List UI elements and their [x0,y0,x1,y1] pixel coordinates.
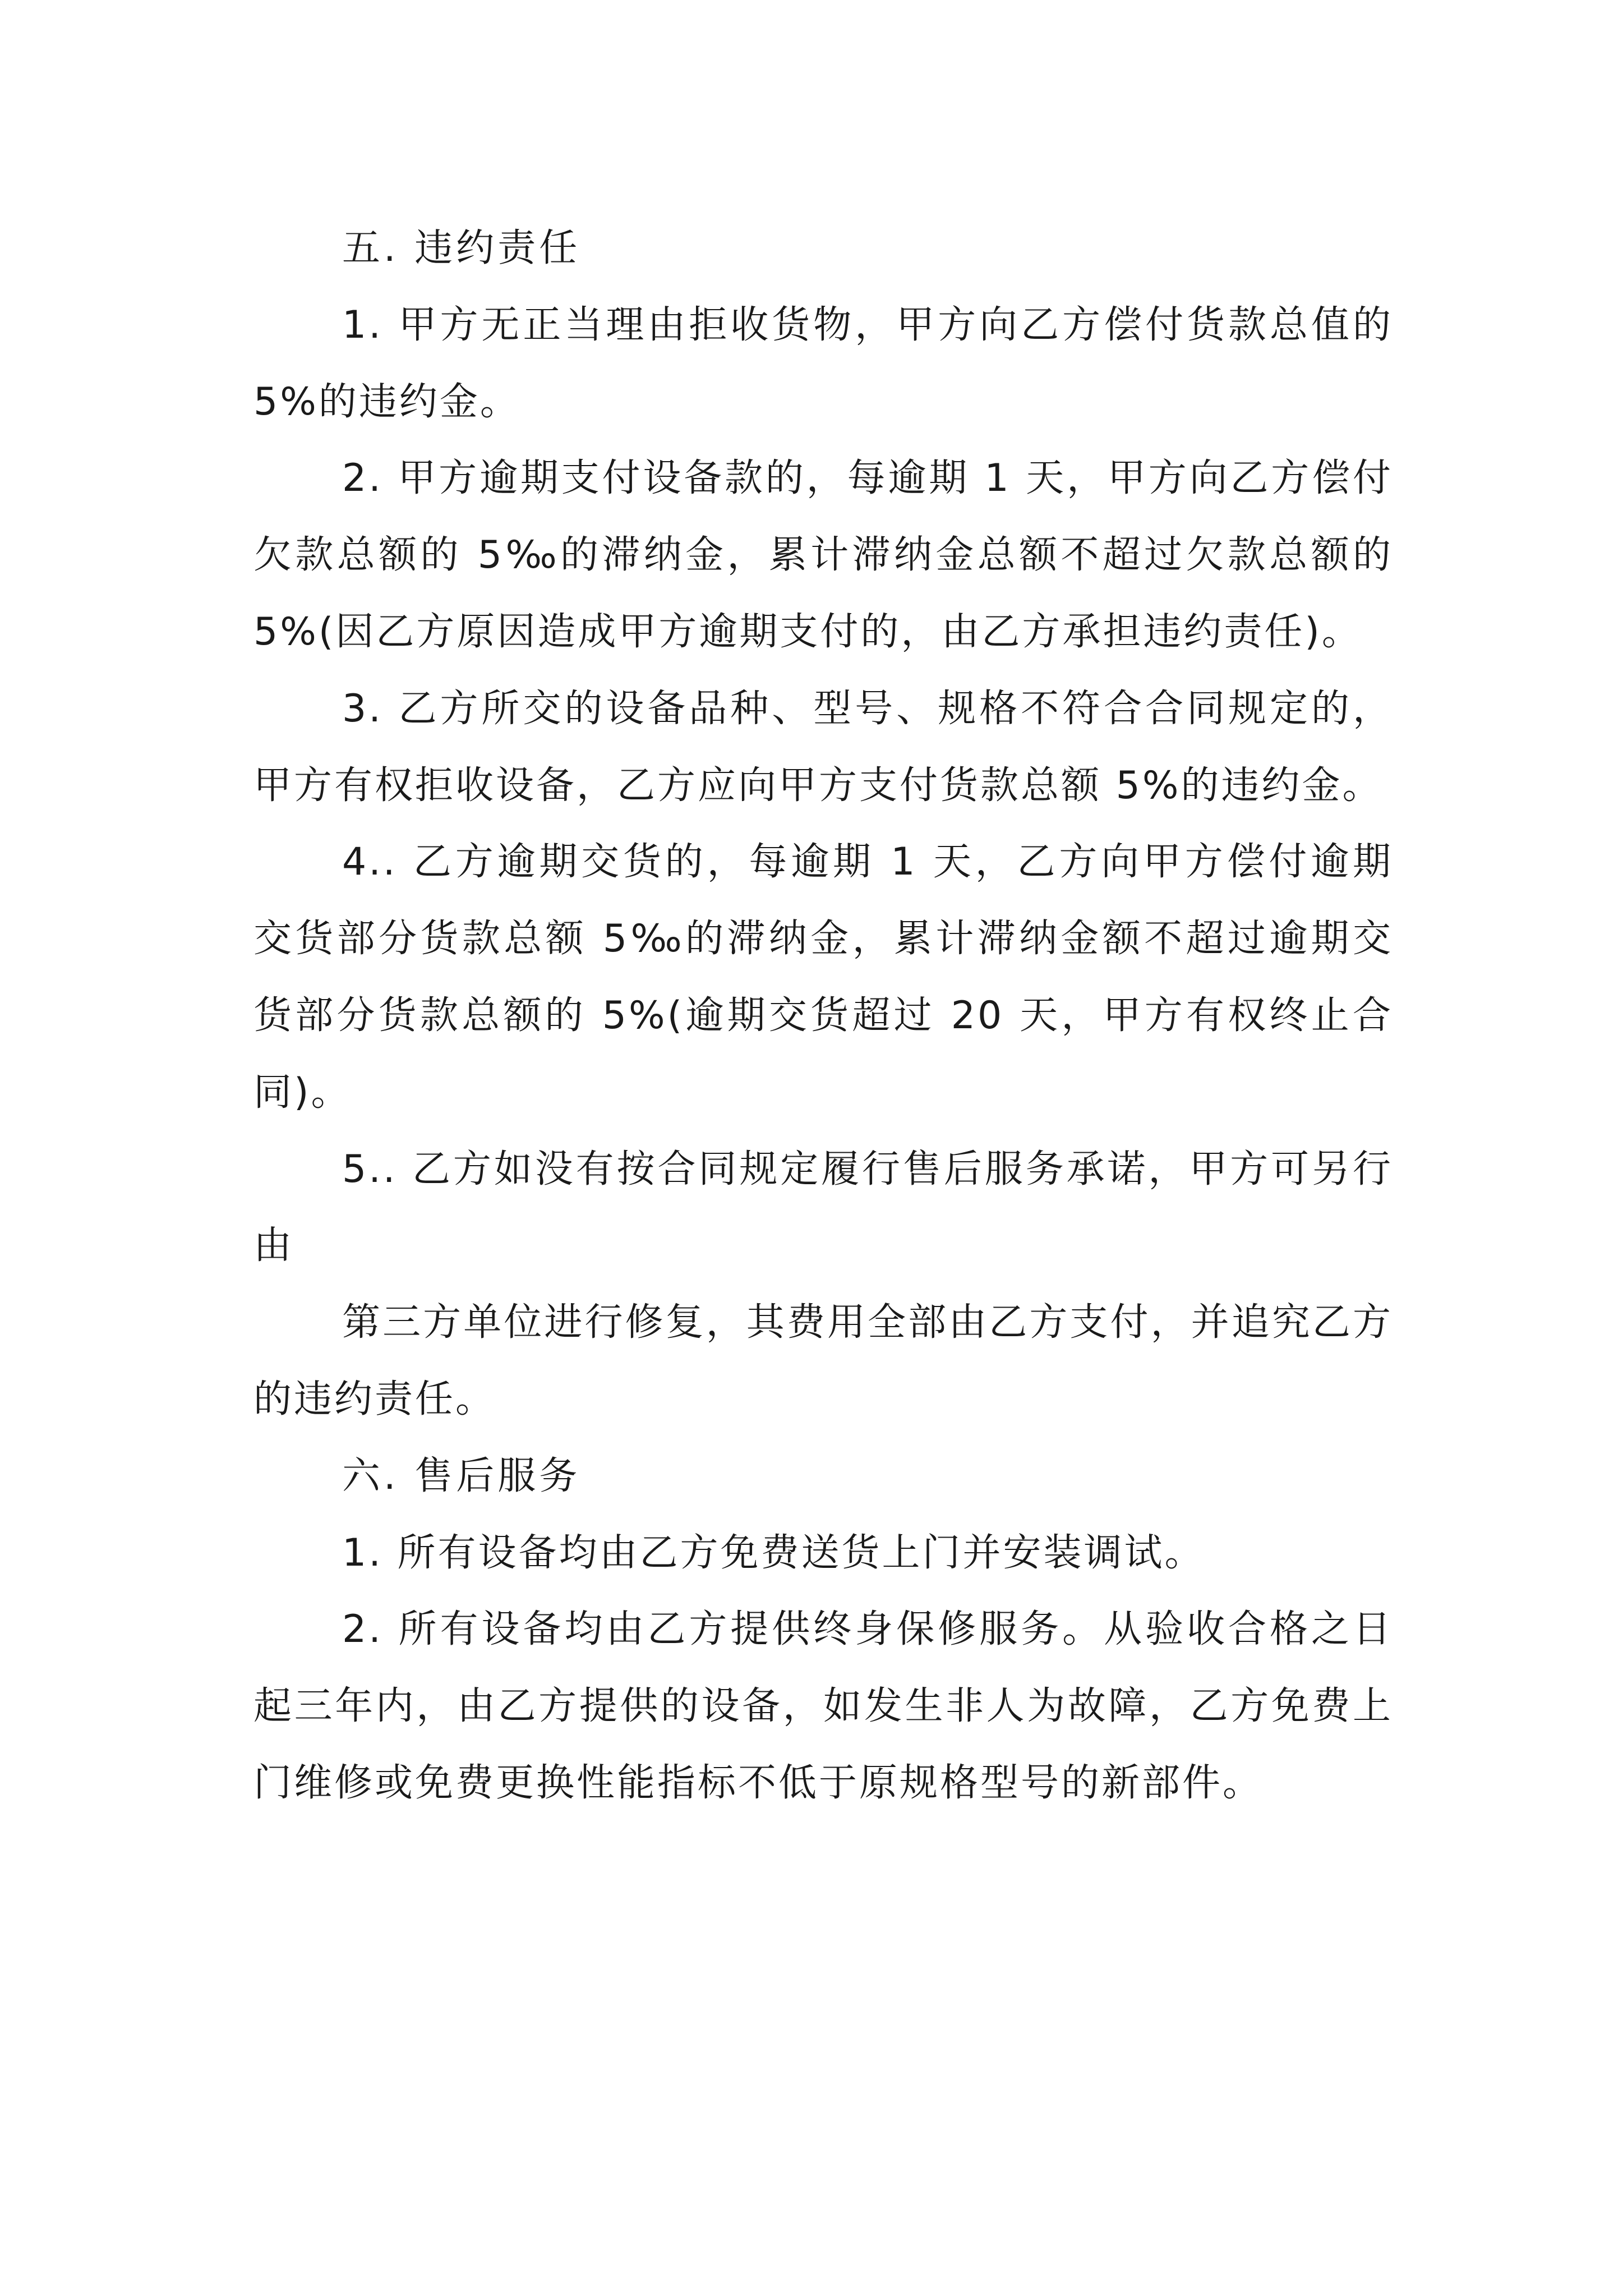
clause-paragraph: 4.. 乙方逾期交货的，每逾期 1 天，乙方向甲方偿付逾期交货部分货款总额 5‰的滞纳金，累计滞纳金额不超过逾期交货部分货款总额的 5%(逾期交货超过 20 天，甲方有权终止合同)。 [253,840,1393,1115]
clause-paragraph: 3. 乙方所交的设备品种、型号、规格不符合合同规定的，甲方有权拒收设备，乙方应向甲方支付货款总额 5%的违约金。 [253,686,1393,808]
clause-paragraph: 1. 所有设备均由乙方免费送货上门并安装调试。 [342,1530,1205,1575]
clause-paragraph: 2. 甲方逾期支付设备款的，每逾期 1 天，甲方向乙方偿付欠款总额的 5‰的滞纳金，累计滞纳金总额不超过欠款总额的 5%(因乙方原因造成甲方逾期支付的，由乙方承担违约责任)。 [253,456,1393,654]
section-heading-after-sales-service: 六. 售后服务 [342,1453,581,1498]
clause-paragraph: 1. 甲方无正当理由拒收货物，甲方向乙方偿付货款总值的 5%的违约金。 [253,302,1393,424]
section-heading-breach-liability: 五. 违约责任 [342,226,581,270]
clause-paragraph-continued: 第三方单位进行修复，其费用全部由乙方支付，并追究乙方的违约责任。 [253,1300,1393,1421]
clause-paragraph: 5.. 乙方如没有按合同规定履行售后服务承诺，甲方可另行由 [253,1147,1393,1268]
document-body [253,210,1393,1822]
clause-paragraph: 2. 所有设备均由乙方提供终身保修服务。从验收合格之日起三年内，由乙方提供的设备，如发生非人为故障，乙方免费上门维修或免费更换性能指标不低于原规格型号的新部件。 [253,1607,1393,1805]
